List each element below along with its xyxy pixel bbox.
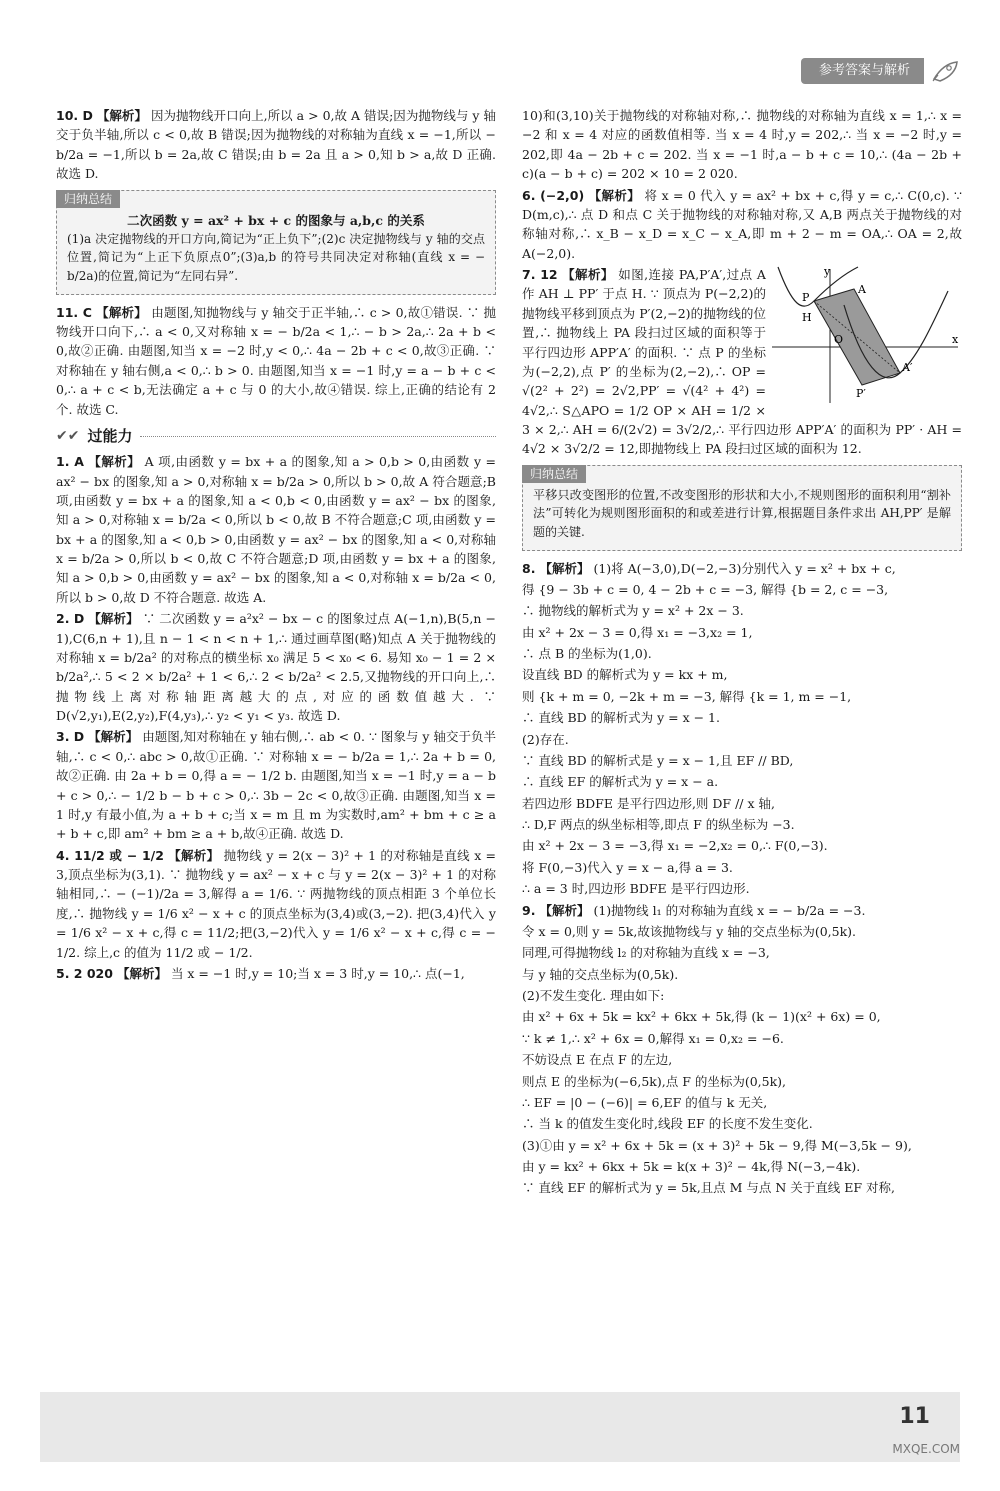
answer-9-line: 与 y 轴的交点坐标为(0,5k). [522, 966, 679, 982]
check-icon: ✔✔ [56, 427, 80, 444]
answer-8-line: 设直线 BD 的解析式为 y = kx + m, [522, 667, 728, 683]
answer-10: 10. D 【解析】 因为抛物线开口向上,所以 a > 0,故 A 错误;因为抛物线与 y 轴交于负半轴,所以 c < 0,故 B 错误;因为抛物线的对称轴为直线 x = −1,所以 − b/2a = −1,所以 b = 2a,故 C 错误;由 b = 2a 且 a > 0,知 b > a,故 D 正确. 故选 D. [56, 108, 496, 182]
answer-9-line: 同理,可得抛物线 l₂ 的对称轴为直线 x = −3, [522, 945, 770, 961]
answer-9-line: ∴ EF = |0 − (−6)| = 6,EF 的值与 k 无关, [522, 1094, 768, 1110]
answer-2: 2. D 【解析】 ∵ 二次函数 y = a²x² − bx − c 的图象过点 A(−1,n),B(5,n − 1),C(6,n + 1),且 n − 1 < n < n + 1,∴ 通过画草图(略)知点 A 关于抛物线的对称轴 x = b/2a² 的对称点的横坐标 x₀ 满足 5 < x₀ < 6. 易知 x₀ − 1 = 2 × b/2a²,∴ 5 < 2 × b/2a² + 1 < 6,∴ 2 < b/2a² < 2.5,又抛物线的开口向上,∴ 抛物线上离对称轴距离越大的点,对应的函数值越大. ∵ D(√2,y₁),E(2,y₂),F(4,y₃),∴ y₂ < y₁ < y₃. 故选 D. [56, 611, 496, 724]
answer-1: 1. A 【解析】 A 项,由函数 y = bx + a 的图象,知 a > 0,b > 0,由函数 y = ax² − bx 的图象,知 a > 0,对称轴 x = b/2a > 0,所以 b > 0,故 A 符合题意;B 项,由函数 y = bx + a 的图象,知 a < 0,b < 0,由函数 y = ax² − bx 的图象,知 a > 0,对称轴 x = b/2a < 0,所以 b < 0,故 B 不符合题意;C 项,由函数 y = bx + a 的图象,知 a < 0,b > 0,由函数 y = ax² − bx 的图象,知 a < 0,对称轴 x = b/2a > 0,所以 b < 0,故 C 不符合题意;D 项,由函数 y = bx + a 的图象,知 a > 0,b > 0,由函数 y = ax² − bx 的图象,知 a < 0,对称轴 x = b/2a < 0,所以 b > 0,故 D 不符合题意. 故选 A. [56, 454, 496, 605]
answer-9-line: (3)①由 y = x² + 6x + 5k = (x + 3)² + 5k − 9,得 M(−3,5k − 9), [522, 1137, 912, 1153]
answer-8-line: ∵ 直线 BD 的解析式是 y = x − 1,且 EF // BD, [522, 752, 794, 768]
answer-8-line: 得 {9 − 3b + c = 0, 4 − 2b + c = −3, 解得 {b = 2, c = −3, [522, 581, 889, 597]
label-x: x [952, 333, 959, 346]
answer-8-line: ∴ 直线 EF 的解析式为 y = x − a. [522, 774, 719, 790]
answer-9-line: ∴ 当 k 的值发生变化时,线段 EF 的长度不发生变化. [522, 1116, 813, 1132]
label-A-prime: A′ [902, 361, 913, 374]
section-heading [56, 425, 496, 448]
watermark-text: MXQE.COM [892, 1442, 960, 1456]
header-title: 参考答案与解析 [801, 58, 924, 84]
answer-8-line: ∴ a = 3 时,四边形 BDFE 是平行四边形. [522, 881, 750, 897]
answer-9-line: 则点 E 的坐标为(−6,5k),点 F 的坐标为(0,5k), [522, 1073, 787, 1089]
answer-8: 8. 【解析】 (1)将 A(−3,0),D(−2,−3)分别代入 y = x² + bx + c, [522, 560, 896, 576]
answer-9-line: 令 x = 0,则 y = 5k,故该抛物线与 y 轴的交点坐标为(0,5k). [522, 923, 857, 939]
answer-9-line: 由 y = kx² + 6kx + 5k = k(x + 3)² − 4k,得 N(−3,−4k). [522, 1159, 861, 1175]
summary-box-1 [56, 190, 496, 295]
label-A: A [858, 283, 866, 296]
answer-8-line: 若四边形 BDFE 是平行四边形,则 DF // x 轴, [522, 795, 775, 811]
label-P-prime: P′ [856, 387, 866, 400]
answer-6: 6. (−2,0) 【解析】 将 x = 0 代入 y = ax² + bx + c,得 y = c,∴ C(0,c). ∵ D(m,c),∴ 点 D 和点 C 关于抛物线的对称轴对称,又 A,B 两点关于抛物线的对称轴对称,∴ x_B − x_D = x_C − x_A,即 m + 2 − m = OA,∴ OA = 2,故 A(−2,0). [522, 187, 962, 261]
rocket-icon [930, 59, 960, 83]
answer-8-line: ∴ D,F 两点的纵坐标相等,即点 F 的纵坐标为 −3. [522, 817, 795, 833]
summary-body: 平移只改变图形的位置,不改变图形的形状和大小,不规则图形的面积利用“割补法”可转化为规则图形面积的和或差进行计算,根据题目条件求出 AH,PP′ 是解题的关键. [533, 487, 951, 539]
answer-8-line: 由 x² + 2x − 3 = −3,得 x₁ = −2,x₂ = 0,∴ F(0,−3). [522, 838, 828, 854]
answer-9-line: 由 x² + 6x + 5k = kx² + 6kx + 5k,得 (k − 1)(x² + 6x) = 0, [522, 1009, 881, 1025]
answer-7: 7. 12 【解析】 如图,连接 PA,P′A′,过点 A 作 AH ⊥ PP′ 于点 H. ∵ 顶点为 P(−2,2)的抛物线平移到顶点为 P′(2,−2)的抛物线的位置,∴ 抛物线上 PA 段扫过区域的面积等于平行四边形 APP′A′ 的面积. ∵ 点 P 的坐标为(−2,2),点 P′ 的坐标为(2,−2),∴ OP = √(2² + 2²) = 2√2,PP′ = √(4² + 4²) = 4√2,∴ S△APO = 1/2 OP × AH = 1/2 × 3 × 2,∴ AH = 6/(2√2) = 3√2/2,∴ 平行四边形 APP′A′ 的面积为 PP′ · AH = 4√2 × 3√2/2 = 12,即抛物线上 PA 段扫过区域的面积为 12. [522, 267, 962, 457]
page-number: 11 [899, 1404, 930, 1429]
answer-3: 3. D 【解析】 由题图,知对称轴在 y 轴右侧,∴ ab < 0. ∵ 图象与 y 轴交于负半轴,∴ c < 0,∴ abc > 0,故①正确. ∵ 对称轴 x = − b/2a = 1,∴ 2a + b = 0,故②正确. 由 2a + b = 0,得 a = − 1/2 b. 由题图,知当 x = −1 时,y = a − b + c > 0,∴ − 1/2 b − b + c > 0,∴ 3b − 2c < 0,故③正确. 由题图,知当 x = 1 时,y 有最小值,为 a + b + c;当 x = m 且 m 为实数时,am² + bm + c ≥ a + b + c,即 am² + bm ≥ a + b,故④正确. 故选 D. [56, 729, 496, 842]
right-column [522, 106, 962, 1200]
answer-8-line: (2)存在. [522, 731, 569, 747]
summary-box-2 [522, 465, 962, 551]
summary-body: (1)a 决定抛物线的开口方向,简记为“正上负下”;(2)c 决定抛物线与 y 轴的交点位置,简记为“上正下负原点0”;(3)a,b 的符号共同决定对称轴(直线 x = − b/2a)的位置,简记为“左同右异”. [67, 231, 485, 284]
summary-title: 归纳总结 [56, 190, 120, 209]
left-column [56, 106, 496, 985]
answer-8-line: ∴ 抛物线的解析式为 y = x² + 2x − 3. [522, 603, 744, 619]
answer-9-line: ∵ k ≠ 1,∴ x² + 6x = 0,解得 x₁ = 0,x₂ = −6. [522, 1030, 784, 1046]
section-title: 过能力 [87, 426, 133, 445]
footer-band [40, 1392, 960, 1462]
answer-8-line: 将 F(0,−3)代入 y = x − a,得 a = 3. [522, 859, 733, 875]
label-H: H [802, 311, 812, 324]
summary-title: 归纳总结 [522, 465, 586, 484]
answer-11: 11. C 【解析】 由题图,知抛物线与 y 轴交于正半轴,∴ c > 0,故①错误. ∵ 抛物线开口向下,∴ a < 0,又对称轴 x = − b/2a < 1,∴ − b > 2a,∴ 2a + b < 0,故②正确. 由题图,知当 x = −2 时,y < 0,∴ 4a − 2b + c < 0,故③正确. ∵ 对称轴在 y 轴右侧,a < 0,∴ b > 0. 由题图,知当 x = −1 时,y = a − b + c < 0,∴ a + c < b,无法确定 a + c 与 0 的大小,故④错误. 综上,正确的结论有 2 个. 故选 C. [56, 304, 496, 417]
answer-9-line: (2)不发生变化. 理由如下: [522, 988, 665, 1004]
section-divider [140, 436, 496, 437]
answer-5-continued: 10)和(3,10)关于抛物线的对称轴对称,∴ 抛物线的对称轴为直线 x = 1,∴ x = −2 和 x = 4 对应的函数值相等. 当 x = 4 时,y = 202,∴ 当 x = −2 时,y = 202,即 4a − 2b + c = 202. 当 x = −1 时,a − b + c = 10,∴ (4a − 2b + c)(a − b + c) = 202 × 10 = 2 020. [522, 108, 962, 182]
parabola-figure [772, 265, 962, 405]
label-P: P [802, 291, 810, 304]
answer-8-line: 由 x² + 2x − 3 = 0,得 x₁ = −3,x₂ = 1, [522, 624, 753, 640]
answer-5: 5. 2 020 【解析】 当 x = −1 时,y = 10;当 x = 3 时,y = 10,∴ 点(−1, [56, 965, 465, 981]
answer-8-line: ∴ 直线 BD 的解析式为 y = x − 1. [522, 710, 720, 726]
label-O: O [834, 333, 844, 346]
answer-9: 9. 【解析】 (1)抛物线 l₁ 的对称轴为直线 x = − b/2a = −3. [522, 902, 866, 918]
summary-heading: 二次函数 y = ax² + bx + c 的图象与 a,b,c 的关系 [127, 212, 425, 228]
page-header [801, 58, 960, 84]
label-y: y [824, 265, 831, 278]
answer-8-line: ∴ 点 B 的坐标为(1,0). [522, 646, 652, 662]
answer-4: 4. 11/2 或 − 1/2 【解析】 抛物线 y = 2(x − 3)² + 1 的对称轴是直线 x = 3,顶点坐标为(3,1). ∵ 抛物线 y = ax² − x + c 与 y = 2(x − 3)² + 1 的对称轴相同,∴ − (−1)/2a = 3,解得 a = 1/6. ∵ 两抛物线的顶点相距 3 个单位长度,∴ 抛物线 y = 1/6 x² − x + c 的顶点坐标为(3,4)或(3,−2). 把(3,4)代入 y = 1/6 x² − x + c,得 c = 11/2;把(3,−2)代入 y = 1/6 x² − x + c,得 c = − 1/2. 综上,c 的值为 11/2 或 − 1/2. [56, 847, 496, 960]
answer-8-line: 则 {k + m = 0, −2k + m = −3, 解得 {k = 1, m = −1, [522, 688, 852, 704]
answer-9-line: ∵ 直线 EF 的解析式为 y = 5k,且点 M 与点 N 关于直线 EF 对称, [522, 1180, 896, 1196]
answer-9-line: 不妨设点 E 在点 F 的左边, [522, 1052, 673, 1068]
